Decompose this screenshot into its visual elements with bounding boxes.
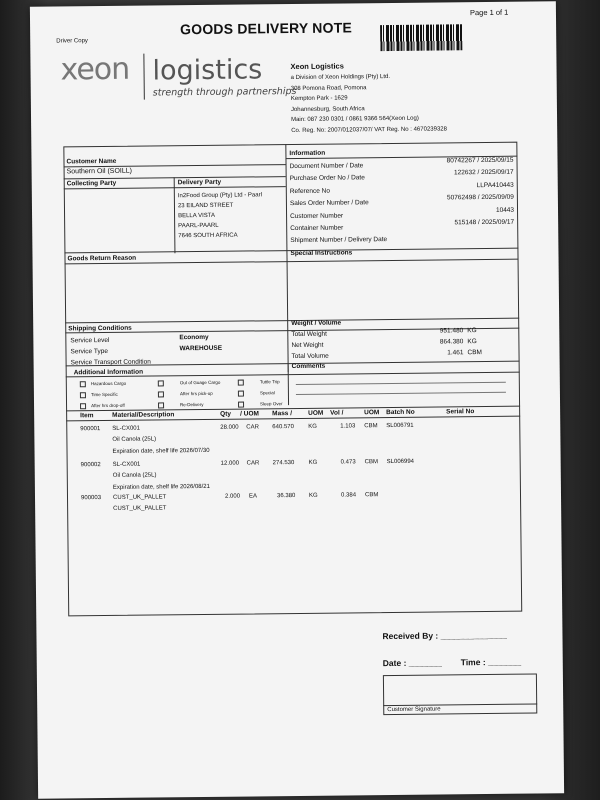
- table-row-material: SL-CX001: [112, 425, 141, 432]
- info-value: 515148 / 2025/09/17: [454, 218, 515, 227]
- checkbox-after-hrs-dropoff[interactable]: [80, 403, 86, 409]
- weight-labels: [291, 329, 329, 362]
- table-row-uom: CAR: [246, 460, 260, 467]
- info-label: Customer Number: [290, 212, 344, 220]
- shipping-value: Economy: [179, 333, 209, 342]
- company-line: Johannesburg, South Africa: [290, 105, 365, 113]
- info-label: Shipment Number / Delivery Date: [290, 236, 388, 245]
- weight-unit: CBM: [467, 349, 483, 357]
- table-row-batch: SL006791: [386, 422, 414, 430]
- weight-values: [403, 325, 463, 359]
- table-row-material: CUST_UK_PALLET: [112, 494, 167, 501]
- col-header-qty: Qty: [220, 410, 232, 418]
- copy-label: Driver Copy: [56, 38, 88, 45]
- customer-name: Southern Oil (SOILL): [66, 167, 133, 176]
- table-row-qty: 2.000: [224, 493, 241, 500]
- option-label: After hrs drop-off: [91, 402, 125, 409]
- checkbox-sleep-over[interactable]: [238, 402, 244, 408]
- table-row-item: 900001: [80, 426, 101, 433]
- table-row-description: Oil Canola (25L): [112, 472, 157, 479]
- table-row-uom: EA: [248, 493, 258, 500]
- info-label: Purchase Order No / Date: [289, 174, 365, 183]
- company-address: [291, 71, 447, 136]
- delivery-line: 23 EILAND STREET: [177, 202, 234, 210]
- company-line: a Division of Xeon Holdings (Pty) Ltd.: [290, 74, 391, 82]
- table-row-vol-uom: CBM: [364, 492, 379, 499]
- info-label: Reference No: [289, 187, 330, 195]
- company-line: Co. Reg. No: 2007/012037/07/ VAT Reg. No : 4670239328: [291, 125, 447, 134]
- information-heading: Information: [289, 149, 326, 158]
- table-row-qty: 28.000: [220, 424, 239, 431]
- table-row-mass: 36.380: [276, 493, 296, 500]
- company-line: 308 Pomona Road, Pomona: [290, 84, 367, 92]
- company-line: Main: 087 230 0301 / 0861 9366 564(Xeon Log): [291, 115, 419, 124]
- shipping-label: Service Transport Condition: [70, 358, 151, 367]
- weight-value: 864.380: [439, 338, 464, 346]
- company-line: Kempton Park - 1629: [290, 95, 348, 103]
- col-header-item: Item: [80, 412, 94, 420]
- table-row-vol: 0.384: [340, 492, 357, 499]
- option-label: Out of Guage Cargo: [179, 379, 221, 386]
- col-header-vol-uom: UOM: [364, 409, 380, 417]
- delivery-party-heading: Delivery Party: [177, 178, 222, 187]
- col-header-vol: Vol /: [330, 409, 344, 417]
- shipping-value: WAREHOUSE: [179, 344, 223, 353]
- delivery-party-address: [178, 190, 263, 241]
- checkbox-special[interactable]: [238, 391, 244, 397]
- logo-word-logistics: logistics: [152, 54, 263, 87]
- weight-value: 1.461: [447, 349, 464, 357]
- checkbox-after-hrs-pickup[interactable]: [158, 391, 164, 397]
- signature-label: Customer Signature: [387, 706, 441, 714]
- information-values: [415, 155, 514, 230]
- page-indicator: Page 1 of 1: [469, 7, 509, 18]
- table-row-vol: 0.473: [340, 459, 356, 466]
- table-row-mass: 274.530: [272, 460, 295, 467]
- col-header-serial: Serial No: [446, 408, 475, 416]
- shipping-labels: [70, 335, 151, 369]
- table-row-description: Oil Canola (25L): [112, 436, 157, 443]
- shipping-conditions-heading: Shipping Conditions: [68, 324, 132, 333]
- checkbox-hazardous-cargo[interactable]: [80, 381, 86, 387]
- table-row-vol: 1.103: [340, 423, 356, 430]
- col-header-material: Material/Description: [112, 411, 175, 419]
- delivery-line: PAARL-PAARL: [178, 222, 219, 230]
- goods-return-heading: Goods Return Reason: [67, 254, 137, 263]
- comments-heading: Comments: [291, 362, 326, 371]
- option-label: Hazardous Cargo: [90, 380, 127, 387]
- option-label: Tuttle Trip: [259, 379, 280, 385]
- weight-label: Total Weight: [291, 330, 328, 339]
- logo-word-xeon: xeon: [60, 51, 130, 88]
- time-field[interactable]: Time : _______: [460, 656, 522, 668]
- table-row-item: 900002: [80, 462, 101, 469]
- table-row-material: SL-CX001: [112, 461, 141, 468]
- table-row-mass: 640.570: [272, 424, 295, 431]
- table-row-qty: 12.000: [220, 460, 240, 467]
- table-row-uom: CAR: [246, 424, 259, 431]
- date-field[interactable]: Date : _______: [382, 657, 442, 669]
- additional-info-heading: Additional Information: [73, 368, 144, 377]
- weight-unit: KG: [467, 338, 477, 346]
- table-row-expiry: Expiration date, shelf life 2026/07/30: [112, 447, 210, 455]
- option-label: Time Specific: [90, 391, 118, 398]
- weight-units: [467, 325, 482, 358]
- info-label: Container Number: [290, 224, 344, 233]
- col-header-uom: / UOM: [240, 410, 259, 418]
- col-header-mass-uom: UOM: [308, 409, 324, 417]
- table-row-description: CUST_UK_PALLET: [113, 505, 167, 512]
- table-row-item: 900003: [80, 495, 102, 502]
- information-labels: [289, 160, 387, 248]
- weight-label: Net Weight: [291, 341, 324, 350]
- delivery-line: In2Food Group (Pty) Ltd - Paarl: [177, 192, 262, 200]
- option-label: Re-Delivery: [180, 401, 204, 408]
- option-label: Sleep Over: [260, 401, 283, 407]
- customer-heading: Customer Name: [66, 157, 117, 166]
- checkbox-time-specific[interactable]: [80, 392, 86, 398]
- logo-divider: [143, 54, 144, 100]
- delivery-line: BELLA VISTA: [178, 212, 216, 220]
- table-row-mass-uom: KG: [308, 492, 318, 499]
- info-value: 50762498 / 2025/09/09: [446, 193, 514, 202]
- col-header-batch: Batch No: [386, 408, 415, 417]
- xeon-logo: [60, 52, 129, 88]
- option-label: After hrs pick-up: [179, 390, 213, 397]
- table-row-mass-uom: KG: [308, 459, 318, 466]
- logo-logistics: [152, 54, 262, 86]
- logo-tagline: strength through partnerships: [152, 85, 297, 99]
- col-header-mass: Mass /: [272, 410, 293, 418]
- special-instructions-heading: Special Instructions: [290, 249, 353, 258]
- info-label: Sales Order Number / Date: [289, 199, 369, 208]
- shipping-values: [179, 332, 222, 354]
- table-row-vol-uom: CBM: [364, 459, 379, 466]
- weight-label: Total Volume: [291, 352, 329, 361]
- table-row-vol-uom: CBM: [364, 423, 378, 430]
- option-label: Special: [259, 390, 275, 396]
- info-value: 122632 / 2025/09/17: [453, 169, 514, 177]
- info-label: Document Number / Date: [289, 162, 364, 171]
- received-by-field[interactable]: Received By : ______________: [382, 629, 507, 642]
- table-row-mass-uom: KG: [308, 423, 317, 430]
- info-value: 10443: [495, 206, 515, 214]
- document-title: GOODS DELIVERY NOTE: [180, 19, 353, 38]
- table-row-expiry: Expiration date, shelf life 2026/08/21: [112, 483, 211, 491]
- shipping-label: Service Type: [70, 347, 108, 356]
- delivery-note-sheet: [30, 1, 564, 798]
- checkbox-tuttle-trip[interactable]: [238, 380, 244, 386]
- shipping-label: Service Level: [70, 336, 110, 345]
- weight-value: 951.480: [439, 327, 464, 335]
- delivery-line: 7646 SOUTH AFRICA: [178, 232, 238, 240]
- collecting-party-heading: Collecting Party: [66, 179, 117, 188]
- company-name: Xeon Logistics: [290, 61, 344, 72]
- weight-volume-heading: Weight / Volume: [291, 319, 342, 328]
- barcode: [380, 24, 462, 51]
- checkbox-re-delivery[interactable]: [158, 402, 164, 408]
- weight-unit: KG: [467, 327, 477, 335]
- info-value: 80742267 / 2025/09/15: [446, 156, 514, 165]
- info-value: LLPA410443: [476, 181, 514, 189]
- table-row-batch: SL006994: [386, 458, 415, 466]
- checkbox-out-of-guage-cargo[interactable]: [158, 380, 164, 386]
